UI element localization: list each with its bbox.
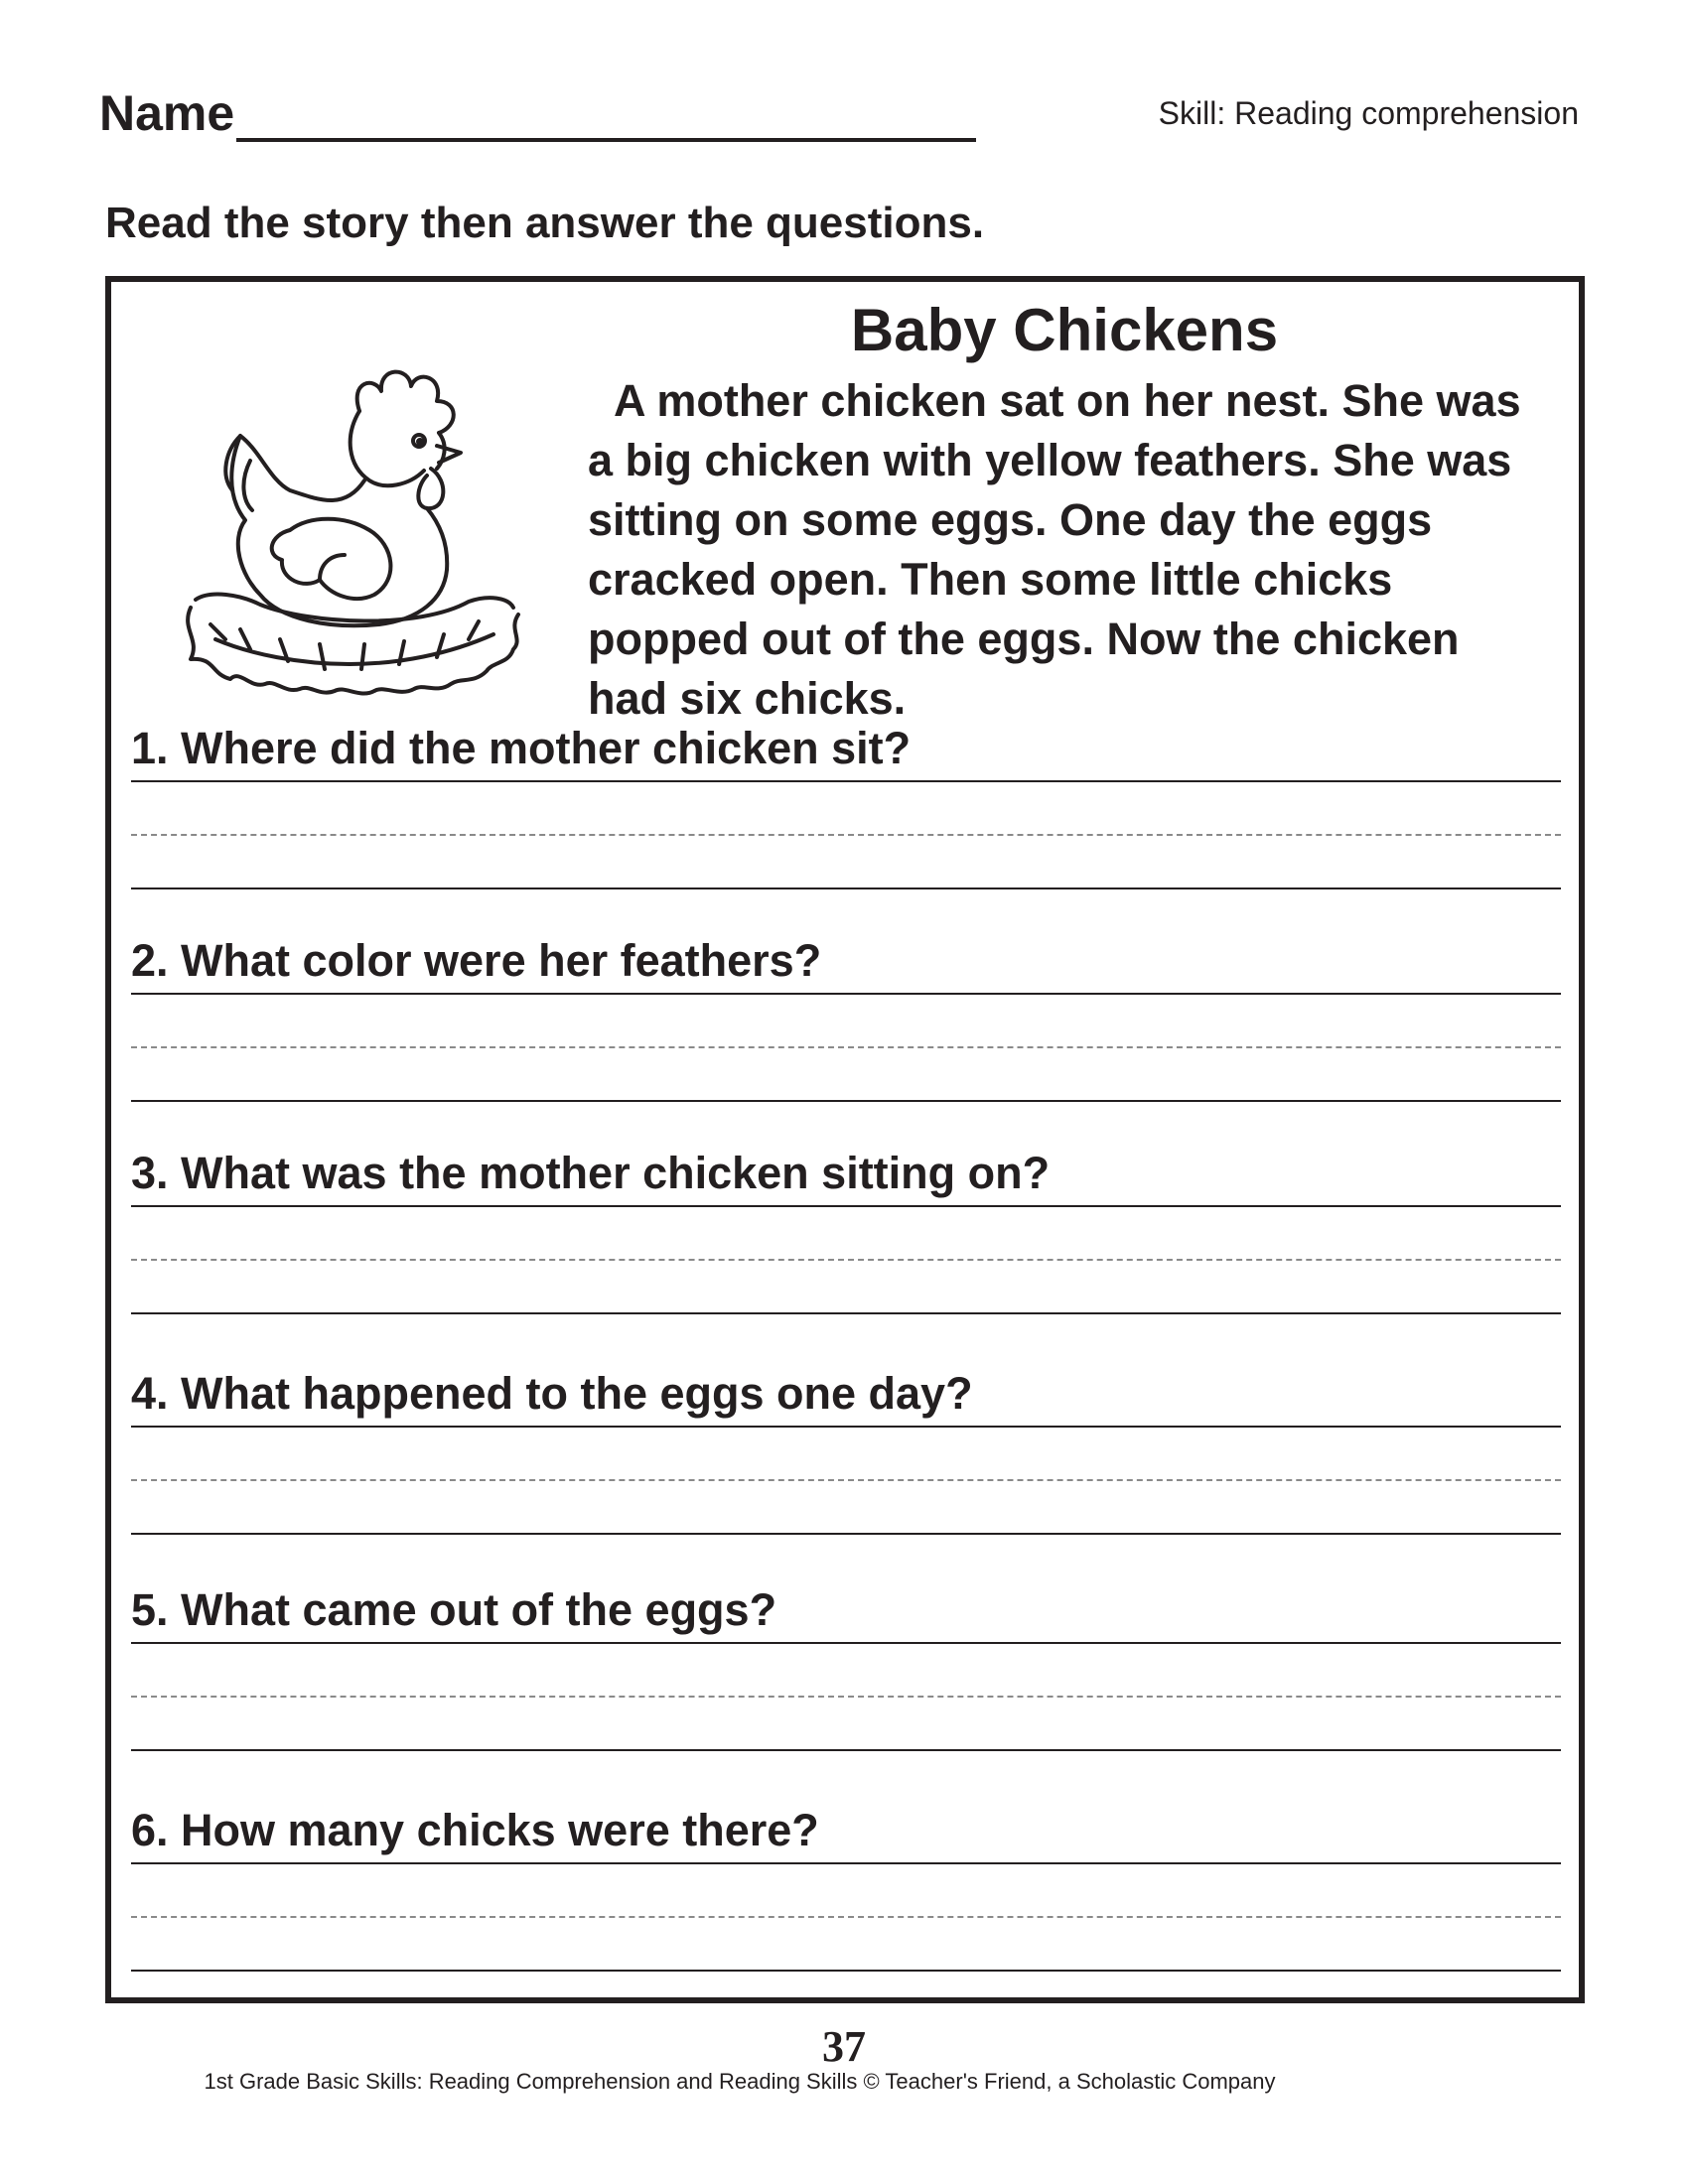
answer-lines[interactable] bbox=[131, 1426, 1561, 1537]
question-text: 5. What came out of the eggs? bbox=[131, 1584, 777, 1635]
answer-lines[interactable] bbox=[131, 1642, 1561, 1753]
question-4 bbox=[131, 1364, 1561, 1537]
answer-lines[interactable] bbox=[131, 780, 1561, 891]
answer-lines[interactable] bbox=[131, 1205, 1561, 1316]
footer-credit: 1st Grade Basic Skills: Reading Comprehension and Reading Skills © Teacher's Friend, a Scholastic Company bbox=[204, 2069, 1276, 2094]
question-2 bbox=[131, 931, 1561, 1104]
page-number: 37 bbox=[822, 2022, 866, 2071]
skill-label: Skill: Reading comprehension bbox=[1158, 95, 1579, 131]
top-line bbox=[131, 993, 1561, 995]
midline bbox=[131, 1259, 1561, 1261]
midline bbox=[131, 1479, 1561, 1481]
story-title: Baby Chickens bbox=[850, 297, 1279, 363]
midline bbox=[131, 1046, 1561, 1048]
top-line bbox=[131, 1642, 1561, 1644]
question-6 bbox=[131, 1801, 1561, 1974]
instructions: Read the story then answer the questions. bbox=[105, 199, 985, 247]
worksheet-box bbox=[105, 276, 1585, 2003]
midline bbox=[131, 1916, 1561, 1918]
base-line bbox=[131, 1749, 1561, 1751]
question-text: 2. What color were her feathers? bbox=[131, 935, 822, 986]
question-5 bbox=[131, 1580, 1561, 1753]
midline bbox=[131, 834, 1561, 836]
story-paragraph: A mother chicken sat on her nest. She was a big chicken with yellow feathers. She was sitting on some eggs. One day the eggs cracked open. Then some little chicks popped out of the eggs. Now the chicken had six chicks. bbox=[588, 375, 1521, 724]
base-line bbox=[131, 1970, 1561, 1972]
midline bbox=[131, 1696, 1561, 1698]
question-text: 1. Where did the mother chicken sit? bbox=[131, 723, 912, 773]
top-line bbox=[131, 1862, 1561, 1864]
answer-lines[interactable] bbox=[131, 1862, 1561, 1974]
base-line bbox=[131, 1100, 1561, 1102]
top-line bbox=[131, 780, 1561, 782]
name-row bbox=[99, 84, 976, 142]
question-3 bbox=[131, 1144, 1561, 1316]
name-field[interactable] bbox=[236, 90, 976, 142]
answer-lines[interactable] bbox=[131, 993, 1561, 1104]
base-line bbox=[131, 887, 1561, 889]
question-1 bbox=[131, 719, 1561, 891]
base-line bbox=[131, 1533, 1561, 1535]
top-line bbox=[131, 1426, 1561, 1428]
question-text: 4. What happened to the eggs one day? bbox=[131, 1368, 973, 1419]
top-line bbox=[131, 1205, 1561, 1207]
hen-on-nest-icon bbox=[171, 341, 528, 719]
name-label: Name bbox=[99, 85, 235, 141]
question-text: 3. What was the mother chicken sitting on? bbox=[131, 1148, 1051, 1198]
base-line bbox=[131, 1312, 1561, 1314]
story-text bbox=[588, 371, 1541, 729]
question-text: 6. How many chicks were there? bbox=[131, 1805, 819, 1855]
